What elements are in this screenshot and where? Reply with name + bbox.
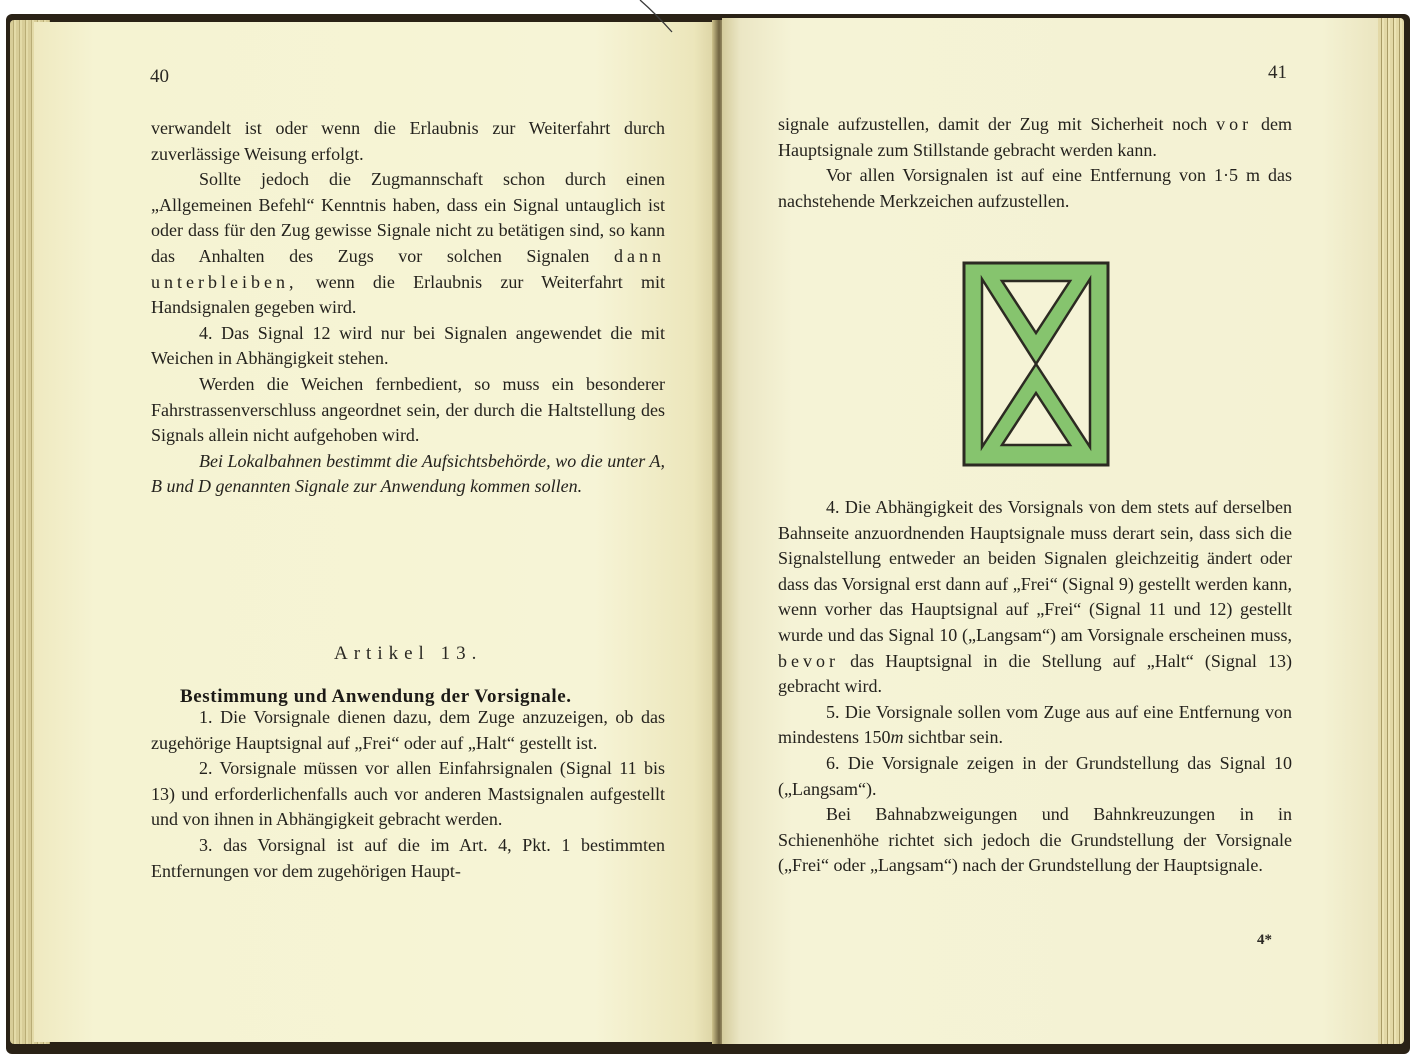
paragraph: Bei Bahnabzweigungen und Bahnkreuzungen in in Schienenhöhe richtet sich jedoch die Grundstellung der Vorsignale („Frei“ oder „Langsam“) nach der Grundstellung der Hauptsignale. [778,804,1292,876]
right-page [722,18,1378,1044]
left-page-body [151,116,665,500]
paragraph: Werden die Weichen fernbedient, so muss ein besonderer Fahrstrassenverschluss angeordnet sein, der durch die Haltstellung des Signals allein nicht aufgehoben wird. [151,373,665,446]
article-title: Bestimmung und Anwendung der Vorsignale. [180,686,572,707]
paragraph: 3. das Vorsignal ist auf die im Art. 4, Pkt. 1 bestimmten Entfernungen vor dem zugehörigen Haupt- [151,834,665,881]
paragraph-italic: Bei Lokalbahnen bestimmt die Aufsichtsbehörde, wo die unter A, B und D genannten Signale zur Anwendung kommen sollen. [151,450,665,497]
right-page-bottom-text [778,495,1292,879]
paragraph: 2. Vorsignale müssen vor allen Einfahrsignalen (Signal 11 bis 13) und erforderlichenfalls auch vor anderen Mastsignalen aufgestellt und von ihnen in Abhängigkeit gebracht werden. [151,758,665,830]
article-heading: Artikel 13. [334,643,483,664]
unit-italic: m [890,727,904,748]
paragraph: 5. Die Vorsignale sollen vom Zuge aus auf eine Entfernung von mindestens 150m sichtbar sein. [778,701,1292,748]
paragraph: 6. Die Vorsignale zeigen in der Grundstellung das Signal 10 („Langsam“). [778,752,1292,799]
page-number-left: 40 [150,66,169,87]
page-number-right: 41 [1268,62,1287,83]
emphasis-spaced: vor [1216,114,1253,134]
emphasis-spaced: bevor [778,650,839,671]
paragraph: verwandelt ist oder wenn die Erlaubnis zur Weiterfahrt durch zuverlässige Weisung erfolgt. [151,118,665,164]
signature-mark: 4* [1257,932,1272,948]
right-page-top-text [778,112,1292,214]
emphasis-spaced: dann unterbleiben, [151,245,665,292]
paragraph: 4. Das Signal 12 wird nur bei Signalen angewendet die mit Weichen in Abhängigkeit stehen. [151,322,665,369]
bookmark-thread [636,0,676,34]
paragraph: Vor allen Vorsignalen ist auf eine Entfernung von 1·5 m das nachstehende Merkzeichen aufzustellen. [778,165,1292,211]
paragraph: signale aufzustellen, damit der Zug mit Sicherheit noch vor dem Hauptsignale zum Stillstande gebracht werden kann. [778,114,1293,160]
paragraph: 1. Die Vorsignale dienen dazu, dem Zuge anzuzeigen, ob das zugehörige Hauptsignal auf „Frei“ oder auf „Halt“ gestellt ist. [151,707,665,753]
paragraph: 4. Die Abhängigkeit des Vorsignals von dem stets auf derselben Bahnseite anzuordnenden Hauptsignale muss derart sein, dass sich die Signalstellung entweder an beiden Signalen gleichzeitig ändert oder dass das Vorsignal erst dann auf „Frei“ (Signal 9) gestellt werden kann, wenn vorher das Hauptsignal auf „Frei“ (Signal 11 und 12) gestellt wurde und das Signal 10 („Langsam“) am Vorsignale erscheinen muss, bevor das Hauptsignal in die Stellung auf „Halt“ (Signal 13) gebracht wird. [778,497,1292,697]
paragraph: Sollte jedoch die Zugmannschaft schon durch einen „Allgemeinen Befehl“ Kenntnis haben, dass ein Signal untauglich ist oder dass für den Zug gewisse Signale nicht zu betätigen sind, so kann das Anhalten des Zugs vor solchen Signalen dann unterbleiben, wenn die Erlaubnis zur Weiterfahrt mit Handsignalen gegeben wird. [151,169,665,318]
article-body [151,705,665,884]
merkzeichen-sign-figure [962,261,1110,467]
left-page [34,22,718,1042]
